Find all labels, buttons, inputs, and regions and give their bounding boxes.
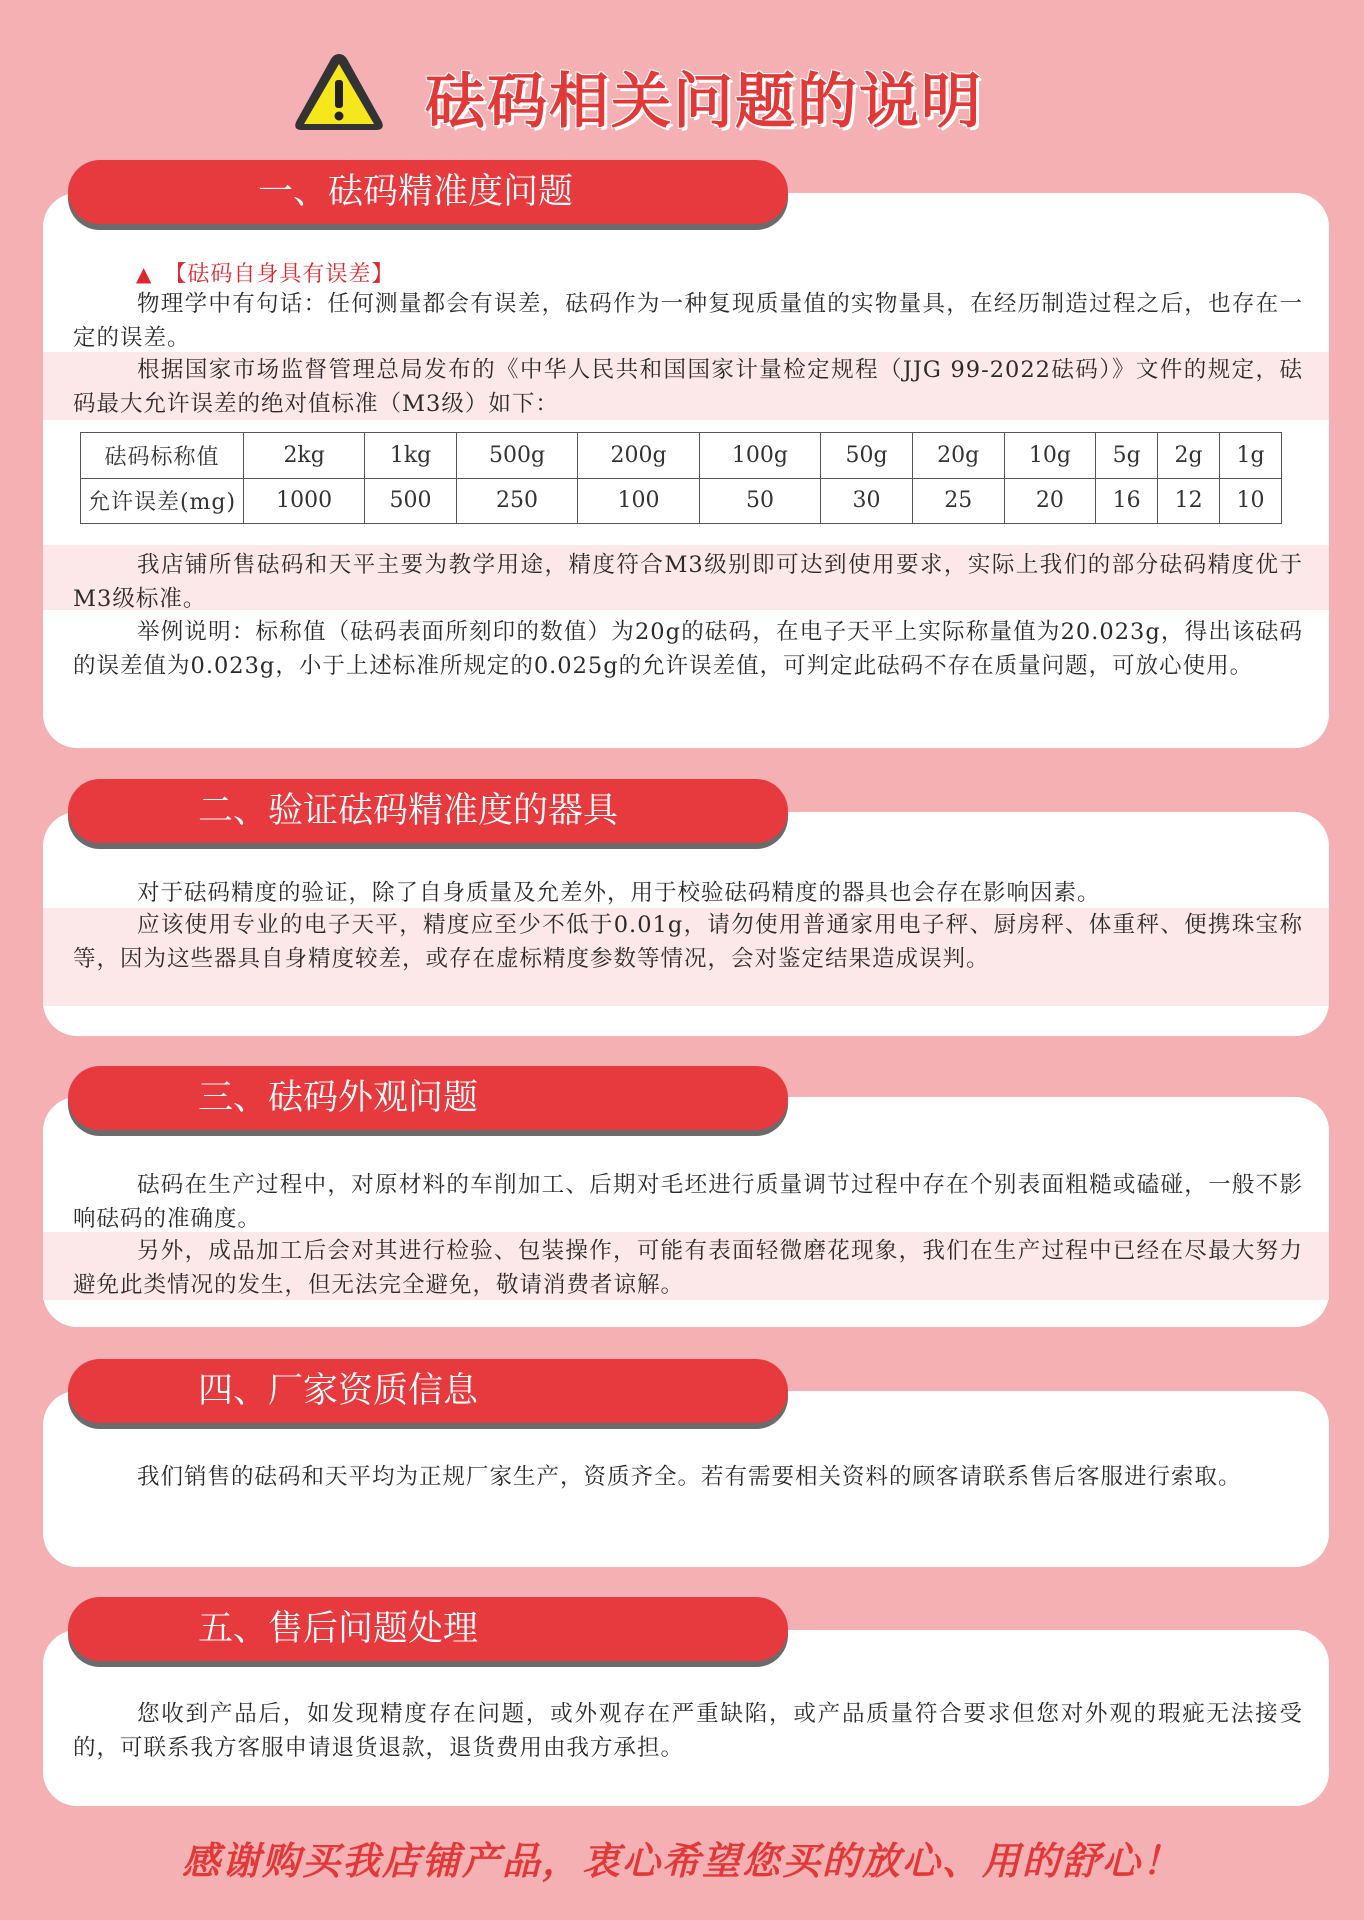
table-cell: 100 (578, 478, 699, 524)
table-row-tolerance (81, 478, 1282, 524)
table-row-header: 砝码标称值 (81, 433, 244, 479)
table-cell: 10g (1004, 433, 1096, 479)
table-row-header: 允许误差(mg) (81, 478, 244, 524)
table-cell: 1kg (365, 433, 457, 479)
section-4-paragraph-1: 我们销售的砝码和天平均为正规厂家生产，资质齐全。若有需要相关资料的顾客请联系售后客服进行索取。 (137, 1464, 1242, 1490)
table-cell: 1g (1220, 433, 1282, 479)
table-cell: 20g (912, 433, 1004, 479)
table-cell: 2kg (244, 433, 365, 479)
table-cell: 200g (578, 433, 699, 479)
section-5-heading: 五、售后问题处理 (68, 1597, 788, 1661)
table-cell: 5g (1096, 433, 1158, 479)
section-1-paragraph-4: 举例说明：标称值（砝码表面所刻印的数值）为20g的砝码，在电子天平上实际称量值为20.023g，得出该砝码的误差值为0.023g，小于上述标准所规定的0.025g的允许误差值，可判定此砝码不存在质量问题，可放心使用。 (73, 619, 1303, 679)
section-3-paragraph-2: 另外，成品加工后会对其进行检验、包装操作，可能有表面轻微磨花现象，我们在生产过程中已经在尽最大努力避免此类情况的发生，但无法完全避免，敬请消费者谅解。 (73, 1238, 1303, 1298)
table-cell: 16 (1096, 478, 1158, 524)
tolerance-table (80, 432, 1282, 524)
page-title: 砝码相关问题的说明 (425, 67, 983, 137)
section-2-paragraph-2: 应该使用专业的电子天平，精度应至少不低于0.01g，请勿使用普通家用电子秤、厨房秤、体重秤、便携珠宝称等，因为这些器具自身精度较差，或存在虚标精度参数等情况，会对鉴定结果造成误判。 (73, 912, 1303, 972)
section-4-heading: 四、厂家资质信息 (68, 1359, 788, 1423)
table-cell: 1000 (244, 478, 365, 524)
table-cell: 30 (821, 478, 913, 524)
table-cell: 100g (699, 433, 820, 479)
table-cell: 250 (456, 478, 577, 524)
table-row-nominal (81, 433, 1282, 479)
section-5-paragraph-1: 您收到产品后，如发现精度存在问题，或外观存在严重缺陷，或产品质量符合要求但您对外观的瑕疵无法接受的，可联系我方客服申请退货退款，退货费用由我方承担。 (73, 1701, 1303, 1761)
red-triangle-icon: ▲ (136, 262, 153, 286)
page-header (0, 40, 1364, 150)
table-cell: 12 (1158, 478, 1220, 524)
section-3-heading: 三、砝码外观问题 (68, 1066, 788, 1130)
section-1-paragraph-1: 物理学中有句话：任何测量都会有误差，砝码作为一种复现质量值的实物量具，在经历制造过程之后，也存在一定的误差。 (73, 291, 1303, 351)
table-cell: 50 (699, 478, 820, 524)
warning-triangle-icon (292, 50, 386, 134)
table-cell: 10 (1220, 478, 1282, 524)
section-3-paragraph-1: 砝码在生产过程中，对原材料的车削加工、后期对毛坯进行质量调节过程中存在个别表面粗糙或磕碰，一般不影响砝码的准确度。 (73, 1172, 1303, 1232)
section-1-paragraph-2: 根据国家市场监督管理总局发布的《中华人民共和国国家计量检定规程（JJG 99-2022砝码）》文件的规定，砝码最大允许误差的绝对值标准（M3级）如下： (73, 357, 1303, 417)
section-1-subheading: ▲ 【砝码自身具有误差】 (136, 262, 395, 287)
footer-thanks: 感谢购买我店铺产品，衷心希望您买的放心、用的舒心！ (181, 1839, 1182, 1883)
table-cell: 25 (912, 478, 1004, 524)
section-2-paragraph-1: 对于砝码精度的验证，除了自身质量及允差外，用于校验砝码精度的器具也会存在影响因素。 (137, 880, 1101, 906)
section-1-paragraph-3: 我店铺所售砝码和天平主要为教学用途，精度符合M3级别即可达到使用要求，实际上我们的部分砝码精度优于M3级标准。 (73, 552, 1303, 612)
section-2-heading: 二、验证砝码精准度的器具 (68, 779, 788, 843)
table-cell: 500g (456, 433, 577, 479)
section-1-heading: 一、砝码精准度问题 (68, 160, 788, 224)
table-cell: 50g (821, 433, 913, 479)
table-cell: 2g (1158, 433, 1220, 479)
table-cell: 20 (1004, 478, 1096, 524)
table-cell: 500 (365, 478, 457, 524)
